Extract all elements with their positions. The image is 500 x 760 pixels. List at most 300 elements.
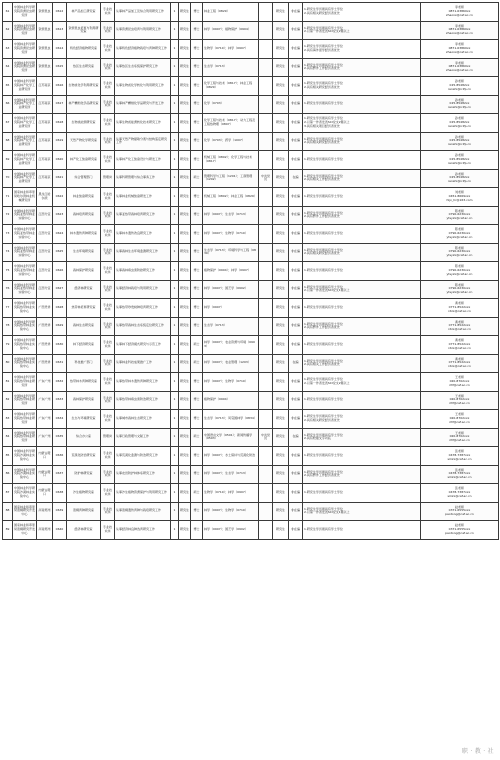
cell-kind: 在编 [289,354,303,373]
cell-kind: 非在编 [289,447,303,466]
cell-unit: 中国林业科学研究院沙漠林业实验中心 [13,447,37,466]
cell-degree: 硕士 [191,484,203,503]
cell-degree: 博士 [191,317,203,336]
cell-post: 沙生植物研究室 [67,484,101,503]
cell-other [259,299,273,318]
cell-num: 1 [171,280,179,299]
cell-exam: 研究生 [273,169,289,188]
cell-major: 生态学（0713） [203,58,259,77]
cell-other: 中共党员 [259,428,273,447]
cell-dept: 内蒙古磴口 [37,447,53,466]
cell-no: 77 [3,299,13,318]
cell-degree: 博士 [191,3,203,22]
cell-no: 74 [3,243,13,262]
cell-contact: 刘老师 0451-8669xxx hljx_hr@163.com [421,188,499,207]
cell-major: 生物学（0710）；林学（0907） [203,40,259,59]
cell-contact: 孙老师 025-85482xx renshi@icifp.cn [421,151,499,170]
cell-kind: 非在编 [289,151,303,170]
cell-code: 0633 [53,391,67,410]
cell-edu: 研究生 [179,373,191,392]
cell-duty: 从事林产品加工及综合利用研究工作 [115,3,171,22]
cell-contact: 张老师 0478-7387xxx smzx@caf.ac.cn [421,447,499,466]
cell-exam: 研究生 [273,484,289,503]
cell-major: 管理科学与工程（1201）；工商管理（1202） [203,169,259,188]
cell-degree: 博士 [191,299,203,318]
cell-duty: 从事经济林栽培与利用研究工作 [115,280,171,299]
table-row [3,151,499,170]
cell-post: 泡桐育种研究室 [67,502,101,521]
cell-major: 林学（0907） [203,299,259,318]
recruitment-table-sheet [2,2,498,758]
cell-num: 1 [171,114,179,133]
cell-cat: 专业技术岗 [101,465,115,484]
cell-no: 86 [3,465,13,484]
table-row [3,188,499,207]
cell-kind: 非在编 [289,21,303,40]
cell-other [259,336,273,355]
cell-cat: 专业技术岗 [101,502,115,521]
cell-post: 经济林研究室 [67,280,101,299]
cell-contact: 孙老师 025-85482xx renshi@icifp.cn [421,95,499,114]
cell-kind: 非在编 [289,280,303,299]
cell-kind: 非在编 [289,465,303,484]
cell-cat: 专业技术岗 [101,262,115,281]
cell-exam: 研究生 [273,243,289,262]
table-row [3,465,499,484]
cell-dept: 河南郑州 [37,521,53,540]
cell-kind: 非在编 [289,40,303,59]
cell-dept: 河南郑州 [37,502,53,521]
cell-note: 1.研究生学历须具有学士学位 2.具有野外工作经历者优先 [303,206,421,225]
cell-cat: 专业技术岗 [101,206,115,225]
cell-duty: 从事天然产物提取分离与结构鉴定研究工作 [115,132,171,151]
cell-degree: 博士 [191,262,203,281]
cell-code: 0618 [53,114,67,133]
cell-cat: 专业技术岗 [101,3,115,22]
cell-degree: 硕士 [191,169,203,188]
cell-edu: 研究生 [179,484,191,503]
cell-num: 1 [171,169,179,188]
cell-duty: 从事林业机械装备研发工作 [115,188,171,207]
cell-cat: 专业技术岗 [101,280,115,299]
cell-code: 0640 [53,521,67,540]
cell-degree: 博士 [191,502,203,521]
cell-num: 1 [171,77,179,96]
cell-unit: 中国林业科学研究院沙漠林业实验中心 [13,484,37,503]
cell-unit: 中国林业科学研究院资源昆虫研究所 [13,58,37,77]
cell-num: 1 [171,243,179,262]
cell-note: 1.研究生学历须具有学士学位 [303,225,421,244]
cell-edu: 研究生 [179,410,191,429]
cell-code: 0612 [53,3,67,22]
table-row [3,373,499,392]
cell-cat: 专业技术岗 [101,151,115,170]
cell-edu: 研究生 [179,465,191,484]
cell-code: 0620 [53,151,67,170]
cell-num: 1 [171,40,179,59]
cell-code: 0628 [53,299,67,318]
cell-degree: 博士 [191,188,203,207]
cell-unit: 中国林业科学研究院亚热带林业实验中心 [13,262,37,281]
cell-dept: 江西分宜 [37,225,53,244]
cell-exam: 研究生 [273,40,289,59]
cell-duty: 从事沙生植物资源保护与利用研究工作 [115,484,171,503]
cell-note: 1.研究生学历须具有学士学位 2.以第一作者发表SCI论文2篇以上 [303,21,421,40]
cell-unit: 中国林业科学研究院林产化学工业研究所 [13,151,37,170]
cell-no: 83 [3,410,13,429]
cell-num: 1 [171,3,179,22]
cell-code: 0627 [53,280,67,299]
cell-note: 1.研究生学历须具有学士学位 2.具有野外工作经历者优先 [303,58,421,77]
cell-no: 84 [3,428,13,447]
cell-degree: 博士 [191,373,203,392]
cell-major: 林业工程（0829） [203,3,259,22]
cell-code: 0629 [53,317,67,336]
cell-duty: 从事热区生态系统保护研究工作 [115,58,171,77]
table-row [3,447,499,466]
cell-no: 80 [3,354,13,373]
cell-exam: 研究生 [273,151,289,170]
cell-contact: 孙老师 025-85482xx renshi@icifp.cn [421,77,499,96]
cell-kind: 在编 [289,169,303,188]
cell-code: 0617 [53,95,67,114]
cell-other [259,151,273,170]
cell-no: 79 [3,336,13,355]
cell-exam: 研究生 [273,206,289,225]
cell-other [259,373,273,392]
cell-dept: 广东广州 [37,373,53,392]
cell-cat: 专业技术岗 [101,40,115,59]
table-row [3,299,499,318]
cell-num: 1 [171,373,179,392]
cell-contact: 陈老师 0790-6230xxx ytsyzx@caf.ac.cn [421,280,499,299]
cell-duty: 从事林木遗传改良研究工作 [115,225,171,244]
cell-duty: 从事林业科技成果推广工作 [115,354,171,373]
cell-major: 化学（0703） [203,95,259,114]
cell-code: 0615 [53,58,67,77]
cell-degree: 博士 [191,225,203,244]
cell-cat: 专业技术岗 [101,243,115,262]
cell-no: 75 [3,262,13,281]
cell-unit: 中国林业科学研究院林产化学工业研究所 [13,169,37,188]
cell-duty: 从事特色经济植物栽培与育种研究工作 [115,40,171,59]
cell-post: 林产精细化学品研究室 [67,95,101,114]
cell-num: 1 [171,502,179,521]
cell-degree: 博士 [191,40,203,59]
cell-note: 1.研究生学历须具有学士学位 2.以第一作者发表SCI论文1篇以上 [303,280,421,299]
cell-code: 0632 [53,373,67,392]
cell-exam: 研究生 [273,354,289,373]
cell-exam: 研究生 [273,132,289,151]
cell-major: 生物学（0710）；林学（0907） [203,484,259,503]
cell-other [259,354,273,373]
cell-kind: 非在编 [289,391,303,410]
cell-duty: 从事城市森林生态研究工作 [115,410,171,429]
cell-kind: 非在编 [289,58,303,77]
cell-code: 0635 [53,428,67,447]
cell-code: 0636 [53,447,67,466]
cell-no: 67 [3,114,13,133]
cell-code: 0626 [53,262,67,281]
cell-post: 生物质能源研究室 [67,114,101,133]
cell-other [259,3,273,22]
cell-cat: 专业技术岗 [101,21,115,40]
table-row [3,262,499,281]
cell-cat: 专业技术岗 [101,132,115,151]
table-row [3,169,499,188]
cell-major: 林学（0907）；农业管理（1203） [203,354,259,373]
cell-other [259,521,273,540]
cell-unit: 中国林业科学研究院林产化学工业研究所 [13,132,37,151]
cell-major: 林学（0907）；生物学（0710） [203,225,259,244]
cell-num: 1 [171,521,179,540]
cell-unit: 中国林业科学研究院亚热带林业实验中心 [13,280,37,299]
cell-kind: 非在编 [289,243,303,262]
cell-post: 生态与环境研究室 [67,410,101,429]
cell-major: 生态学（0713） [203,317,259,336]
cell-unit: 中国林业科学研究院林产化学工业研究所 [13,95,37,114]
cell-kind: 非在编 [289,3,303,22]
cell-dept: 江西分宜 [37,262,53,281]
cell-contact: 李老师 0871-63860xx zhaoxx@caf.ac.cn [421,3,499,22]
cell-major: 化学工程与技术（0817）；动力工程及工程热物理（0807） [203,114,259,133]
cell-edu: 研究生 [179,77,191,96]
table-row [3,58,499,77]
cell-num: 1 [171,225,179,244]
cell-major: 林学（0907）；水土保持与荒漠化防治 [203,447,259,466]
cell-other [259,58,273,77]
cell-exam: 研究生 [273,317,289,336]
recruitment-table [2,2,499,540]
cell-code: 0621 [53,169,67,188]
cell-kind: 非在编 [289,114,303,133]
cell-num: 1 [171,262,179,281]
cell-unit: 国家林业和草原局哈尔滨林业机械研究所 [13,188,37,207]
cell-contact: 李老师 0871-63860xx zhaoxx@caf.ac.cn [421,21,499,40]
cell-no: 64 [3,58,13,77]
table-row [3,484,499,503]
cell-edu: 研究生 [179,169,191,188]
cell-edu: 研究生 [179,391,191,410]
cell-contact: 赵老师 0371-6555xxx paotong@caf.ac.cn [421,521,499,540]
cell-exam: 研究生 [273,502,289,521]
cell-kind: 非在编 [289,484,303,503]
cell-edu: 研究生 [179,40,191,59]
cell-contact: 张老师 0478-7387xxx smzx@caf.ac.cn [421,465,499,484]
cell-major: 林学（0907）；园艺学（0902） [203,280,259,299]
cell-degree: 硕士 [191,428,203,447]
cell-no: 88 [3,502,13,521]
cell-exam: 研究生 [273,262,289,281]
cell-degree: 博士 [191,521,203,540]
table-row [3,243,499,262]
cell-duty: 从事科研管理与综合事务工作 [115,169,171,188]
cell-edu: 研究生 [179,280,191,299]
cell-dept: 广东广州 [37,391,53,410]
cell-no: 78 [3,317,13,336]
cell-degree: 博士 [191,447,203,466]
cell-kind: 非在编 [289,317,303,336]
cell-contact: 孙老师 025-85482xx renshi@icifp.cn [421,132,499,151]
cell-post: 特色经济植物研究室 [67,40,101,59]
cell-post: 经济林研究室 [67,521,101,540]
cell-edu: 研究生 [179,428,191,447]
cell-kind: 非在编 [289,95,303,114]
cell-unit: 中国林业科学研究院亚热带林业实验中心 [13,243,37,262]
cell-duty: 从事行政管理与文秘工作 [115,428,171,447]
cell-exam: 研究生 [273,521,289,540]
cell-code: 0619 [53,132,67,151]
cell-code: 0616 [53,77,67,96]
cell-num: 1 [171,428,179,447]
cell-major: 机械工程（0802）；化学工程与技术（0817） [203,151,259,170]
cell-code: 0622 [53,188,67,207]
cell-degree: 硕士 [191,354,203,373]
cell-code: 0639 [53,502,67,521]
cell-degree: 博士 [191,151,203,170]
table-row [3,77,499,96]
table-row [3,3,499,22]
cell-note: 1.研究生学历须具有学士学位 2.具有野外工作经历者优先 [303,465,421,484]
cell-cat: 专业技术岗 [101,225,115,244]
cell-unit: 中国林业科学研究院资源昆虫研究所 [13,21,37,40]
cell-edu: 研究生 [179,95,191,114]
cell-duty: 从事林产精细化学品研究与开发工作 [115,95,171,114]
cell-major: 林学（0907）；生态学（0713） [203,206,259,225]
cell-dept: 黑龙江哈尔滨 [37,188,53,207]
table-row [3,114,499,133]
cell-code: 0637 [53,465,67,484]
cell-num: 1 [171,410,179,429]
cell-cat: 专业技术岗 [101,373,115,392]
cell-other [259,465,273,484]
table-row [3,95,499,114]
cell-note: 1.研究生学历须具有学士学位 [303,521,421,540]
cell-contact: 李老师 0871-63860xx zhaoxx@caf.ac.cn [421,58,499,77]
cell-other [259,391,273,410]
cell-edu: 研究生 [179,317,191,336]
cell-no: 61 [3,3,13,22]
cell-post: 林产化工装备研究室 [67,151,101,170]
cell-num: 1 [171,354,179,373]
table-row [3,410,499,429]
cell-exam: 研究生 [273,428,289,447]
cell-cat: 专业技术岗 [101,354,115,373]
cell-dept: 广西凭祥 [37,354,53,373]
cell-dept: 江苏南京 [37,169,53,188]
cell-edu: 研究生 [179,151,191,170]
cell-exam: 研究生 [273,465,289,484]
cell-post: 林产品加工研究室 [67,3,101,22]
cell-other [259,502,273,521]
cell-post: 热带林木育种研究室 [67,373,101,392]
cell-code: 0624 [53,225,67,244]
cell-post: 天然产物化学研究室 [67,132,101,151]
cell-major: 林学（0907）；生物学（0710） [203,373,259,392]
cell-edu: 研究生 [179,3,191,22]
cell-num: 1 [171,317,179,336]
cell-unit: 中国林业科学研究院林产化学工业研究所 [13,77,37,96]
cell-kind: 在编 [289,428,303,447]
cell-dept: 广东广州 [37,410,53,429]
cell-no: 70 [3,169,13,188]
cell-dept: 江苏南京 [37,95,53,114]
cell-kind: 非在编 [289,77,303,96]
cell-duty: 从事农田防护林体系研究工作 [115,465,171,484]
cell-dept: 江苏南京 [37,77,53,96]
cell-post: 林业装备研究室 [67,188,101,207]
cell-unit: 中国林业科学研究院热带林业研究所 [13,428,37,447]
cell-other [259,132,273,151]
cell-note: 1.研究生学历须具有学士学位 2.以第一作者发表SCI论文2篇以上 [303,373,421,392]
cell-other [259,188,273,207]
cell-num: 1 [171,484,179,503]
cell-edu: 研究生 [179,521,191,540]
cell-num: 1 [171,206,179,225]
cell-dept: 江苏南京 [37,132,53,151]
cell-other [259,243,273,262]
cell-duty: 从事资源昆虫培育与利用研究工作 [115,21,171,40]
cell-contact: 黄老师 0771-8522xxx rdzx@caf.ac.cn [421,354,499,373]
cell-major: 林学（0907）；园艺学（0902） [203,521,259,540]
table-row [3,354,499,373]
cell-unit: 中国林业科学研究院热带林业研究所 [13,373,37,392]
cell-contact: 黄老师 0771-8522xxx rdzx@caf.ac.cn [421,299,499,318]
cell-other [259,317,273,336]
cell-cat: 专业技术岗 [101,317,115,336]
cell-duty: 从事生物质化学转化与利用研究工作 [115,77,171,96]
cell-major: 林学（0907）；生态学（0713） [203,465,259,484]
cell-contact: 王老师 020-8702xxx ritf@caf.ac.cn [421,373,499,392]
cell-no: 69 [3,151,13,170]
cell-post: 热带林培育研究室 [67,299,101,318]
cell-post: 热区生态研究室 [67,58,101,77]
cell-other: 中共党员 [259,169,273,188]
cell-num: 1 [171,132,179,151]
cell-cat: 管理岗 [101,169,115,188]
cell-note: 1.研究生学历须具有学士学位 [303,336,421,355]
table-row [3,280,499,299]
cell-other [259,21,273,40]
table-row [3,206,499,225]
cell-unit: 中国林业科学研究院热带林业实验中心 [13,354,37,373]
cell-degree: 博士 [191,280,203,299]
cell-post: 森林保护研究室 [67,391,101,410]
cell-exam: 研究生 [273,95,289,114]
cell-unit: 中国林业科学研究院亚热带林业实验中心 [13,225,37,244]
cell-major: 植物保护（0904） [203,391,259,410]
cell-edu: 研究生 [179,188,191,207]
cell-dept: 江苏南京 [37,114,53,133]
cell-kind: 非在编 [289,132,303,151]
cell-note: 1.研究生学历须具有学士学位 [303,95,421,114]
cell-duty: 从事热带珍贵树种培育研究工作 [115,299,171,318]
cell-no: 62 [3,21,13,40]
cell-post: 荒漠化防治研究室 [67,447,101,466]
cell-duty: 从事森林病虫害防控研究工作 [115,262,171,281]
cell-exam: 研究生 [273,21,289,40]
cell-contact: 孙老师 025-85482xx renshi@icifp.cn [421,169,499,188]
cell-other [259,280,273,299]
cell-degree: 博士 [191,410,203,429]
cell-post: 生物质化学利用研究室 [67,77,101,96]
cell-cat: 专业技术岗 [101,410,115,429]
cell-duty: 从事林下经济模式研究与示范工作 [115,336,171,355]
cell-degree: 博士 [191,465,203,484]
cell-post: 生态环境研究室 [67,243,101,262]
cell-dept: 资源昆虫 [37,40,53,59]
cell-other [259,262,273,281]
